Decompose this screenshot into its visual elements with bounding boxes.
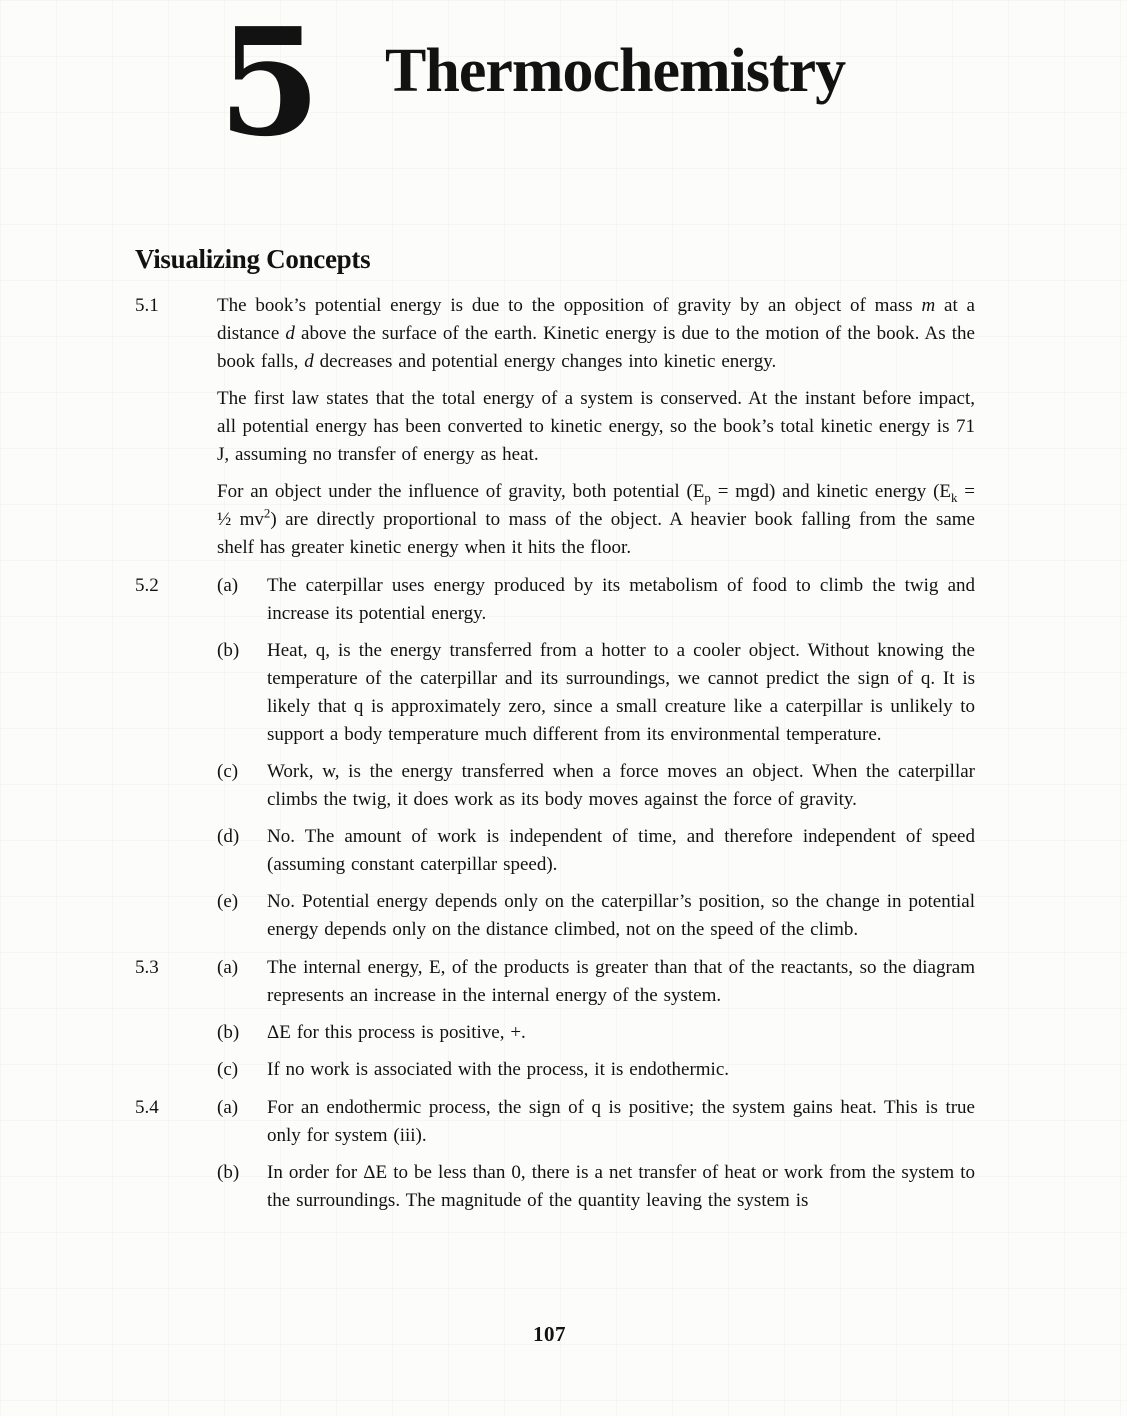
italic-variable: d bbox=[285, 323, 295, 344]
problem-5-3 bbox=[135, 954, 975, 1084]
section-heading: Visualizing Concepts bbox=[135, 244, 371, 274]
item-text: No. Potential energy depends only on the caterpillar’s position, so the change in potential energy depends only on the distance climbed, not on the speed of the climb. bbox=[267, 891, 975, 940]
item-text: For an endothermic process, the sign of q is positive; the system gains heat. This is true only for system (iii). bbox=[267, 1097, 975, 1146]
item-text: The internal energy, E, of the products is greater than that of the reactants, so the diagram represents an increase in the internal energy of the system. bbox=[267, 957, 975, 1006]
chapter-number: 5 bbox=[218, 0, 319, 169]
answer-item bbox=[217, 1056, 975, 1084]
problems-list bbox=[135, 292, 975, 1215]
subscript: k bbox=[951, 489, 958, 505]
italic-variable: m bbox=[921, 295, 936, 316]
answer-item bbox=[217, 758, 975, 814]
chapter-title: Thermochemistry bbox=[384, 37, 846, 105]
problem-body bbox=[217, 954, 975, 1084]
item-text: No. The amount of work is independent of time, and therefore independent of speed (assuming constant caterpillar speed). bbox=[267, 826, 975, 875]
item-label: (c) bbox=[217, 1059, 239, 1080]
problem-number: 5.2 bbox=[135, 575, 159, 596]
item-label: (b) bbox=[217, 1162, 240, 1183]
item-label: (a) bbox=[217, 1097, 239, 1118]
page-number: 107 bbox=[533, 1322, 566, 1346]
item-label: (d) bbox=[217, 826, 240, 847]
problem-number: 5.4 bbox=[135, 1097, 159, 1118]
item-label: (b) bbox=[217, 640, 240, 661]
item-label: (a) bbox=[217, 957, 239, 978]
italic-variable: d bbox=[304, 351, 314, 372]
item-text: ΔE for this process is positive, +. bbox=[267, 1022, 526, 1043]
item-label: (e) bbox=[217, 891, 239, 912]
answer-paragraph: For an object under the influence of gravity, both potential $(E_p = mgd)$ and kinetic energy ($E_k$ = ½ $mv^2$) are directly proportional to mass of the object. A heavier book falling from the same shelf has greater kinetic energy when it hits the floor. bbox=[217, 481, 975, 558]
answer-item bbox=[217, 888, 975, 944]
item-text: In order for ΔE to be less than 0, there is a net transfer of heat or work from the system to the surroundings. The magnitude of the quantity leaving the system is bbox=[267, 1162, 975, 1211]
superscript: 2 bbox=[263, 505, 271, 521]
problem-body bbox=[217, 292, 975, 562]
answer-paragraph: The first law states that the total energy of a system is conserved. At the instant before impact, all potential energy has been converted to kinetic energy, so the book’s total kinetic energy is 71 J, assuming no transfer of energy as heat. bbox=[217, 388, 975, 465]
problem-number: 5.3 bbox=[135, 957, 159, 978]
answer-item bbox=[217, 637, 975, 749]
problem-body bbox=[217, 1094, 975, 1215]
problem-5-1 bbox=[135, 292, 975, 562]
problem-5-2 bbox=[135, 572, 975, 944]
answer-item bbox=[217, 1094, 975, 1150]
item-text: Work, w, is the energy transferred when a force moves an object. When the caterpillar climbs the twig, it does work as its body moves against the force of gravity. bbox=[267, 761, 975, 810]
answer-item bbox=[217, 1019, 975, 1047]
answer-item bbox=[217, 572, 975, 628]
problem-body bbox=[217, 572, 975, 944]
chapter-header bbox=[218, 0, 975, 169]
item-label: (a) bbox=[217, 575, 239, 596]
problem-number: 5.1 bbox=[135, 295, 159, 316]
answer-paragraph: The book’s potential energy is due to the opposition of gravity by an object of mass m at a distance d above the surface of the earth. Kinetic energy is due to the motion of the book. As the book falls, d decreases and potential energy changes into kinetic energy. bbox=[217, 295, 975, 372]
item-label: (c) bbox=[217, 761, 239, 782]
item-text: If no work is associated with the process, it is endothermic. bbox=[267, 1059, 730, 1080]
problem-5-4 bbox=[135, 1094, 975, 1215]
item-label: (b) bbox=[217, 1022, 240, 1043]
item-text: The caterpillar uses energy produced by its metabolism of food to climb the twig and increase its potential energy. bbox=[267, 575, 975, 624]
answer-item bbox=[217, 823, 975, 879]
item-text: Heat, q, is the energy transferred from a hotter to a cooler object. Without knowing the temperature of the caterpillar and its surroundings, we cannot predict the sign of q. It is likely that q is approximately zero, since a small creature like a caterpillar is unlikely to support a body temperature much different from its environmental temperature. bbox=[267, 640, 975, 745]
subscript: p bbox=[704, 489, 711, 505]
answer-item bbox=[217, 954, 975, 1010]
answer-item bbox=[217, 1159, 975, 1215]
